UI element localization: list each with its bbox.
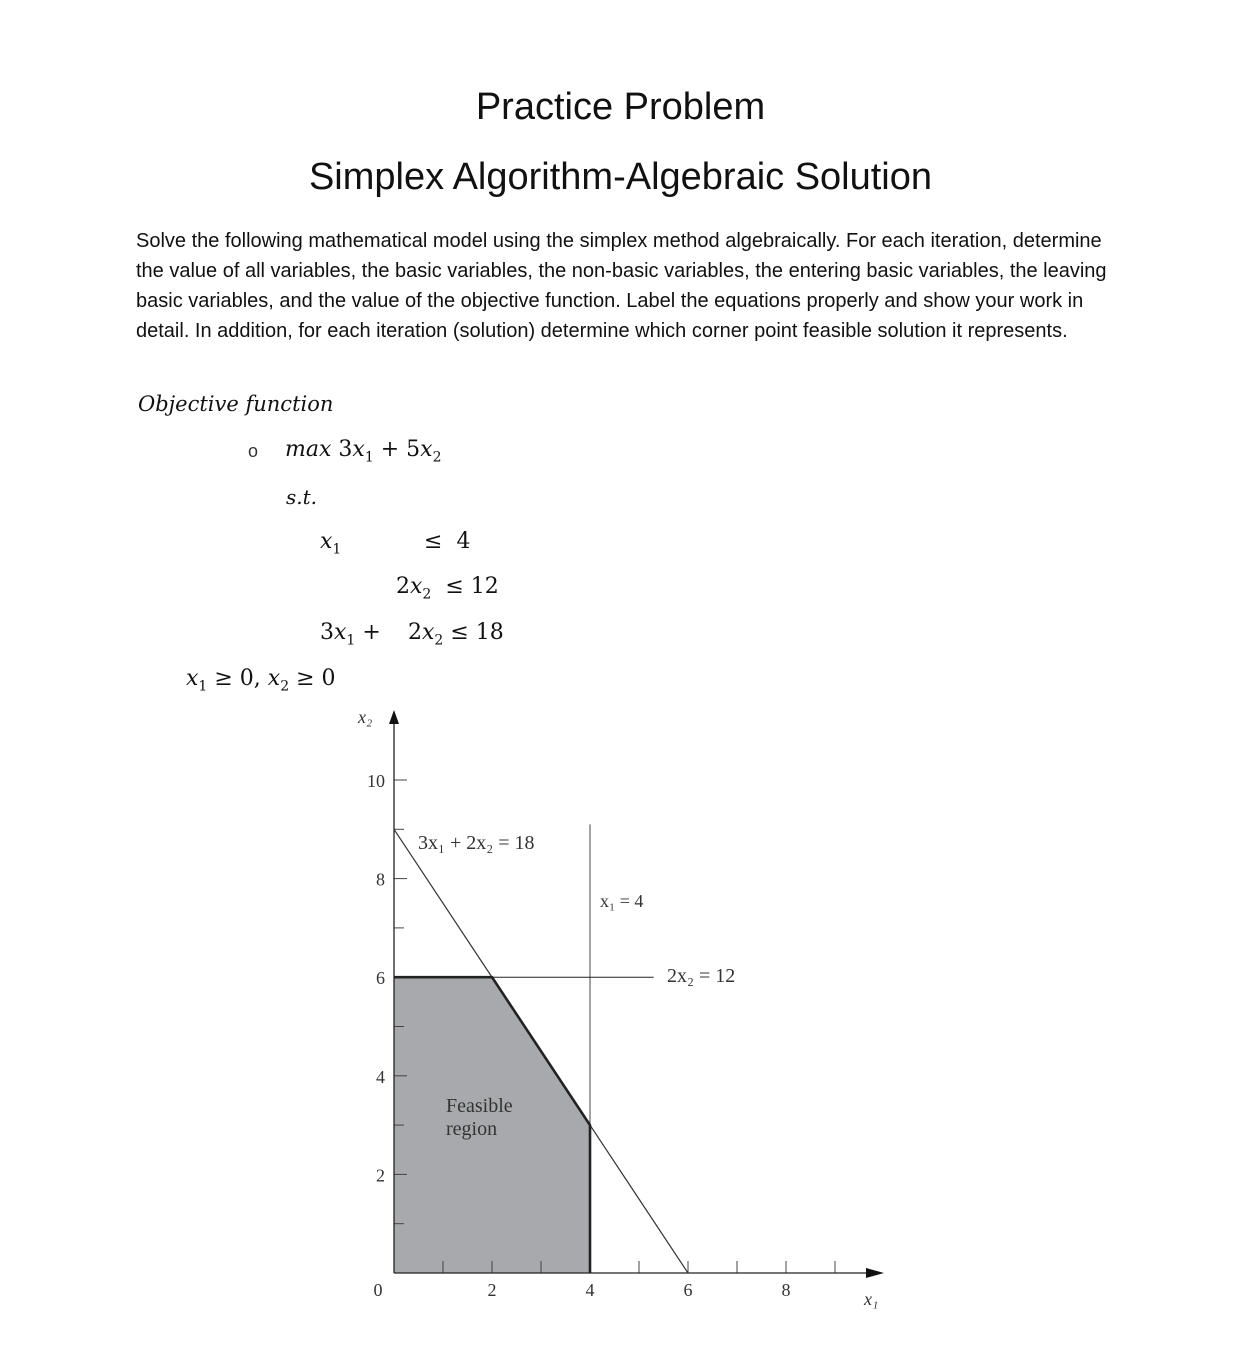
var-x1: x [186,666,199,691]
subject-to: s.t. [286,485,318,509]
rel: ≤ [445,574,464,599]
rel: ≤ [424,529,443,554]
x-axis-arrow [866,1268,884,1278]
var-x2: x [267,666,281,691]
var-x2: x [420,437,433,462]
y-tick-label: 2 [376,1165,385,1186]
bullet-icon: o [248,441,259,461]
rhs: 12 [470,574,499,599]
objective-label: Objective function [138,392,334,416]
coef1: 3 [320,620,334,645]
y-tick-label: 6 [376,968,385,989]
var-x2: x [410,574,423,599]
sub-2: 2 [434,632,444,649]
y-tick-label: 8 [376,869,385,890]
instructions-paragraph: Solve the following mathematical model using the simplex method algebraically. For each iteration, determine the value of all variables, the basic variables, the non-basic variables, the entering basic variables, the leaving basic variables, and the value of the objective function. Label the equations properly and show your work in detail. In addition, for each iteration (solution) determine which corner point feasible solution it represents. [136,230,1107,342]
page-subtitle: Simplex Algorithm-Algebraic Solution [308,156,933,198]
x-axis-label: x₁ [864,1289,879,1309]
rhs: 4 [456,529,471,554]
sub-1: 1 [364,449,374,466]
var-x1: x [334,620,347,645]
region-label-1: Feasible [446,1095,513,1117]
x-tick-label: 4 [585,1280,595,1300]
coef-b: 5 [406,437,421,462]
coef: 2 [396,574,410,599]
var-x2: x [422,620,435,645]
sub-1: 1 [198,678,208,695]
var-x1: x [352,437,365,462]
y-axis-label: x₂ [358,707,373,727]
max-keyword: max [285,437,332,462]
sub-1: 1 [346,632,356,649]
y-tick-label: 10 [367,771,385,791]
sub-2: 2 [432,449,442,466]
rhs: 18 [475,620,504,645]
rel1: ≥ 0, [214,666,261,691]
region-label-2: region [446,1118,498,1140]
sub-2: 2 [280,678,290,695]
x-tick-label: 0 [373,1280,383,1300]
x-tick-label: 8 [781,1280,791,1300]
y-axis-arrow [389,710,399,724]
rel: ≤ [450,620,469,645]
rel2: ≥ 0 [296,666,336,691]
label-line-3: 2x₂ = 12 [667,965,736,987]
page-title: Practice Problem [475,86,766,128]
y-tick-label: 4 [376,1066,385,1087]
plus-sign: + [380,437,400,462]
plus-sign: + [362,620,381,645]
var-x1: x [320,529,333,554]
sub-1: 1 [332,541,342,558]
label-line-2: x₁ = 4 [600,891,644,911]
coef-a: 3 [338,437,353,462]
coef2: 2 [408,620,422,645]
sub-2: 2 [422,586,432,603]
x-tick-label: 2 [487,1280,497,1300]
label-line-1: 3x₁ + 2x₂ = 18 [418,832,535,854]
x-tick-label: 6 [683,1280,693,1300]
